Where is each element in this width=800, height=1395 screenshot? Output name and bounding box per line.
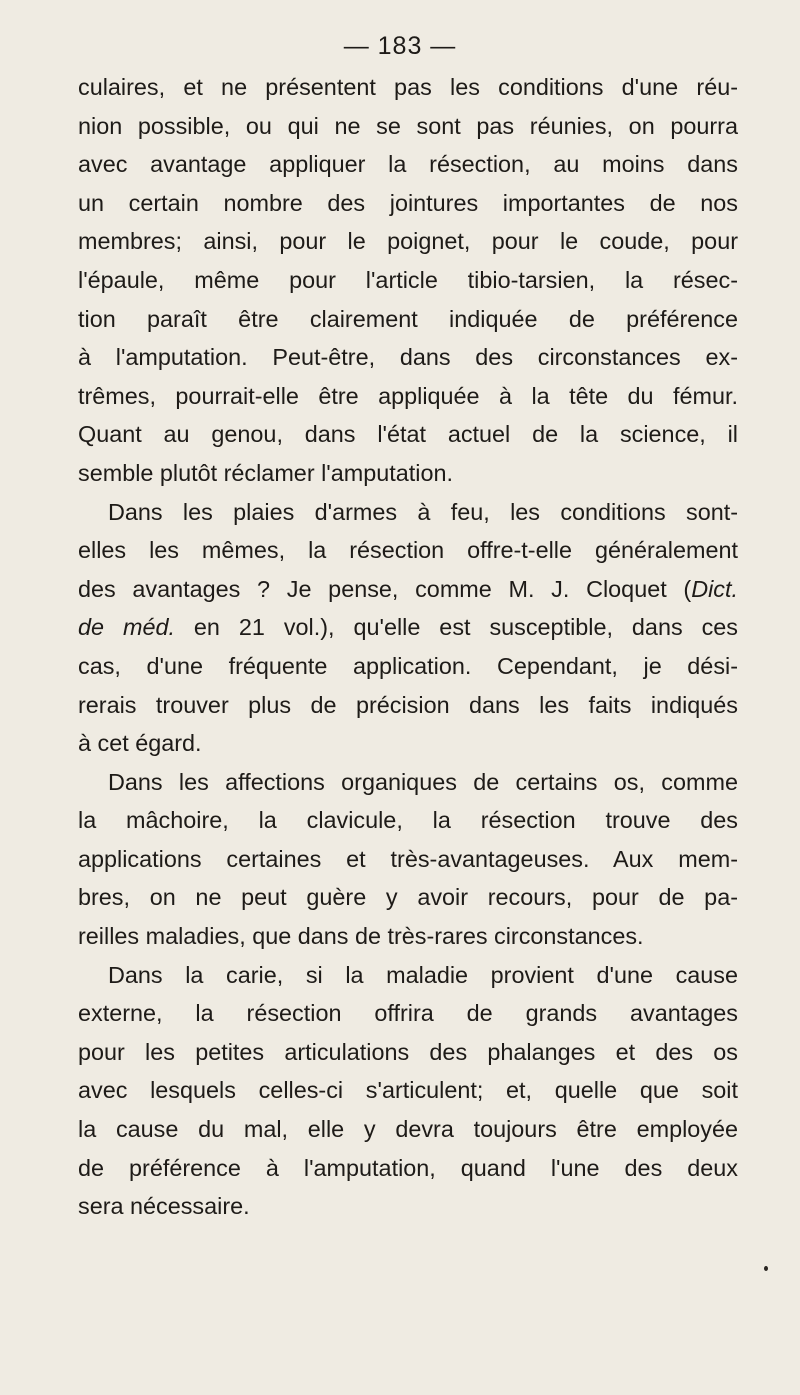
text-line: [78, 608, 738, 647]
ink-speck: [764, 1266, 768, 1271]
text-line: [78, 1187, 738, 1226]
text-segment: sera nécessaire.: [78, 1193, 250, 1220]
text-line: [78, 377, 738, 416]
text-segment: Dans la carie, si la maladie provient d'une cause: [108, 961, 738, 988]
text-segment: membres; ainsi, pour le poignet, pour le coude, pour: [78, 228, 738, 255]
text-line: [78, 647, 738, 686]
page-number: — 183 —: [343, 32, 457, 60]
text-segment: externe, la résection offrira de grands avantages: [78, 1000, 738, 1027]
text-line: [78, 68, 738, 107]
text-line: [78, 686, 738, 725]
text-segment: tion paraît être clairement indiquée de préférence: [78, 305, 738, 332]
text-segment: à cet égard.: [78, 730, 202, 757]
text-segment: Dans les plaies d'armes à feu, les conditions sont-: [108, 498, 738, 525]
text-line: [78, 1033, 738, 1072]
text-segment: rerais trouver plus de précision dans les faits indiqués: [78, 691, 738, 718]
text-line: [78, 454, 738, 493]
text-line: [78, 570, 738, 609]
text-segment: de préférence à l'amputation, quand l'une des deux: [78, 1154, 738, 1181]
text-segment: la mâchoire, la clavicule, la résection trouve des: [78, 807, 738, 834]
text-segment: applications certaines et très-avantageuses. Aux mem-: [78, 845, 738, 872]
text-segment: trêmes, pourrait-elle être appliquée à la tête du fémur.: [78, 382, 738, 409]
text-line: [78, 801, 738, 840]
text-segment: elles les mêmes, la résection offre-t-elle généralement: [78, 537, 738, 564]
text-segment: cas, d'une fréquente application. Cependant, je dési-: [78, 652, 738, 679]
text-segment: avec avantage appliquer la résection, au moins dans: [78, 151, 738, 178]
text-segment: à l'amputation. Peut-être, dans des circonstances ex-: [78, 344, 738, 371]
text-line: [78, 1110, 738, 1149]
text-segment: pour les petites articulations des phalanges et des os: [78, 1038, 738, 1065]
text-line: [78, 724, 738, 763]
text-line: [78, 878, 738, 917]
text-segment: semble plutôt réclamer l'amputation.: [78, 459, 453, 486]
text-line: [78, 763, 738, 802]
text-segment: Quant au genou, dans l'état actuel de la science, il: [78, 421, 738, 448]
text-line: [78, 1149, 738, 1188]
text-line: [78, 493, 738, 532]
text-line: [78, 222, 738, 261]
text-segment: culaires, et ne présentent pas les conditions d'une réu-: [78, 74, 738, 100]
text-segment: Dans les affections organiques de certains os, comme: [108, 768, 738, 795]
text-line: [78, 261, 738, 300]
text-line: [78, 956, 738, 995]
text-line: [78, 840, 738, 879]
text-segment: des avantages ? Je pense, comme M. J. Cloquet (: [78, 575, 692, 602]
text-line: [78, 415, 738, 454]
text-segment: avec lesquels celles-ci s'articulent; et, quelle que soit: [78, 1077, 738, 1104]
text-segment: l'épaule, même pour l'article tibio-tarsien, la résec-: [78, 266, 738, 293]
italic-text: Dict.: [691, 575, 738, 602]
text-segment: un certain nombre des jointures importantes de nos: [78, 189, 738, 216]
text-segment: en 21 vol.), qu'elle est susceptible, dans ces: [174, 614, 738, 641]
text-line: [78, 338, 738, 377]
text-line: [78, 994, 738, 1033]
text-line: [78, 145, 738, 184]
text-line: [78, 531, 738, 570]
text-line: [78, 184, 738, 223]
text-line: [78, 917, 738, 956]
text-line: [78, 300, 738, 339]
text-segment: nion possible, ou qui ne se sont pas réunies, on pourra: [78, 112, 738, 139]
text-line: [78, 1071, 738, 1110]
text-segment: reilles maladies, que dans de très-rares circonstances.: [78, 923, 644, 950]
text-line: [78, 107, 738, 146]
italic-text: de méd.: [78, 614, 175, 641]
text-segment: la cause du mal, elle y devra toujours être employée: [78, 1116, 738, 1143]
text-segment: bres, on ne peut guère y avoir recours, pour de pa-: [78, 884, 738, 911]
body-text: [78, 68, 738, 1226]
